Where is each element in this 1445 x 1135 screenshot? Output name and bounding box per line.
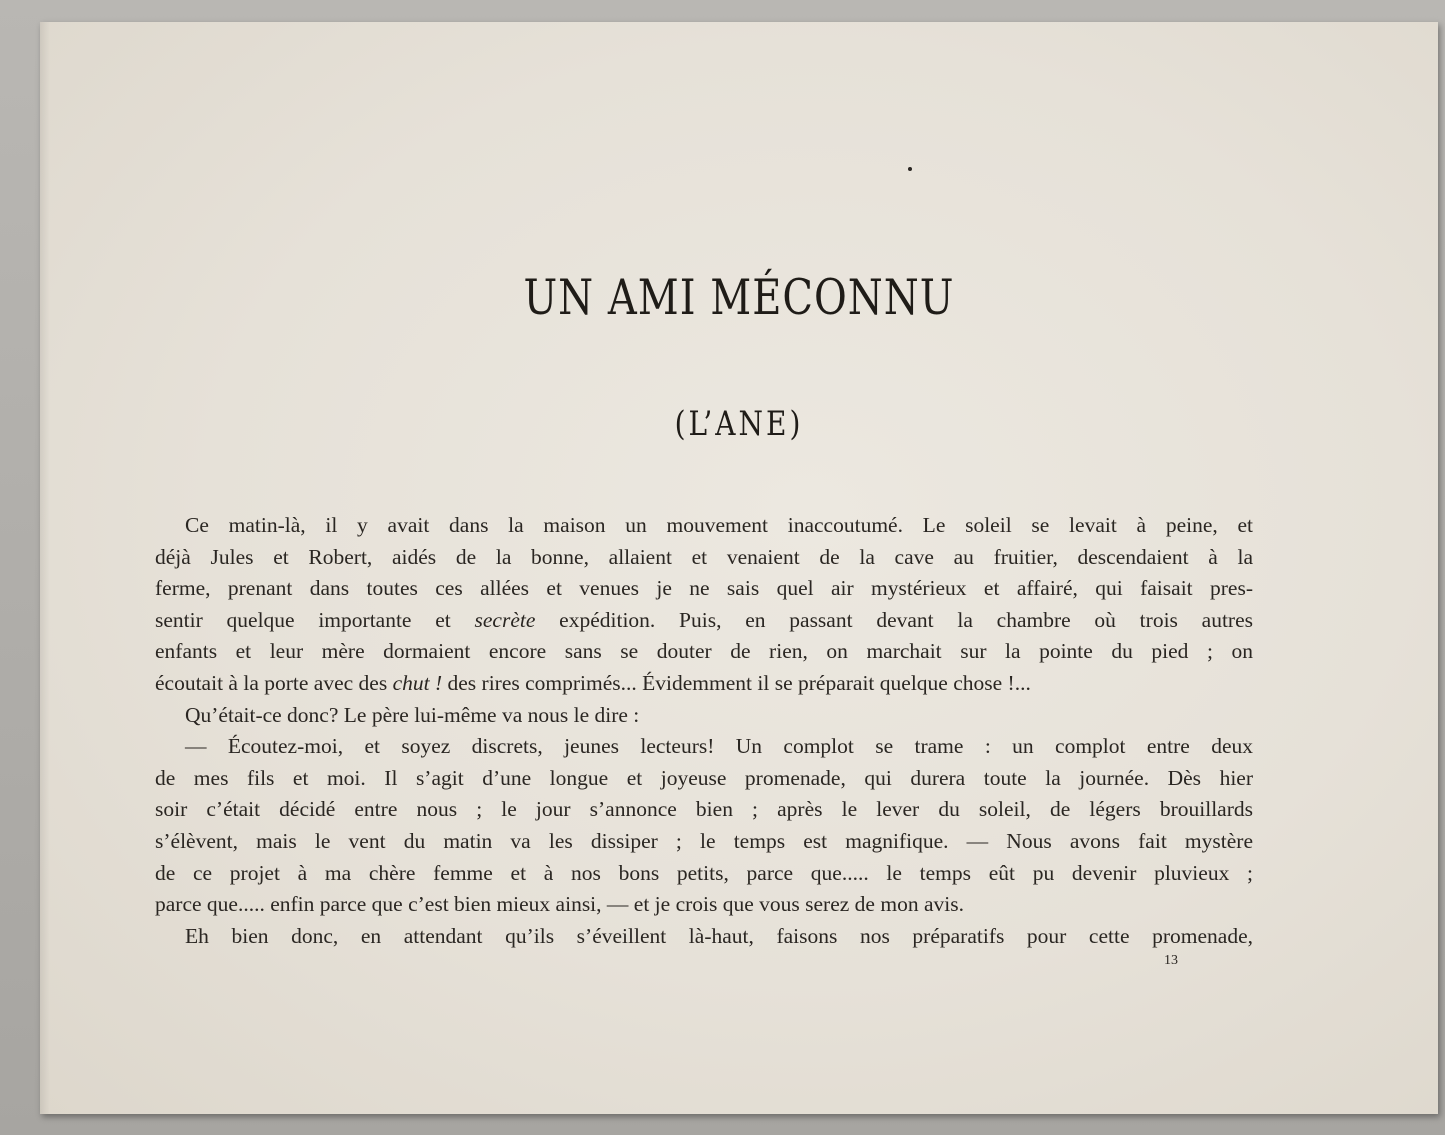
paragraph-3	[155, 731, 1253, 921]
text-line: Eh bien donc, en attendant qu’ils s’éveillent là-haut, faisons nos préparatifs pour cette promenade,	[185, 923, 1253, 948]
page-title: UN AMI MÉCONNU	[523, 270, 955, 327]
text-line: de ce projet à ma chère femme et à nos bons petits, parce que..... le temps eût pu devenir pluvieux ;	[155, 860, 1253, 885]
text-line: écoutait à la porte avec des chut ! des rires comprimés... Évidemment il se préparait quelque chose !...	[155, 670, 1031, 695]
text-line: déjà Jules et Robert, aidés de la bonne, allaient et venaient de la cave au fruitier, descendaient à la	[155, 544, 1253, 569]
body-text	[155, 510, 1253, 952]
text-line: — Écoutez-moi, et soyez discrets, jeunes lecteurs! Un complot se trame : un complot entre deux	[185, 734, 1253, 759]
page-number: 13	[1164, 953, 1178, 968]
text-line: s’élèvent, mais le vent du matin va les dissiper ; le temps est magnifique. — Nous avons fait mystère	[155, 828, 1253, 853]
text-line: enfants et leur mère dormaient encore sans se douter de rien, on marchait sur la pointe du pied ; on	[155, 639, 1253, 664]
text-line: Ce matin-là, il y avait dans la maison un mouvement inaccoutumé. Le soleil se levait à peine, et	[185, 513, 1253, 537]
text-line: de mes fils et moi. Il s’agit d’une longue et joyeuse promenade, qui durera toute la journée. Dès hier	[155, 765, 1253, 790]
paragraph-4	[155, 921, 1253, 953]
italic-word: chut !	[392, 670, 443, 695]
page-subtitle: (L’ANE)	[674, 404, 804, 444]
book-page	[40, 22, 1438, 1114]
italic-word: secrète	[474, 607, 536, 632]
text-line: parce que..... enfin parce que c’est bien mieux ainsi, — et je crois que vous serez de mon avis.	[155, 892, 964, 917]
page-edge-shadow	[40, 22, 50, 1114]
text-line: ferme, prenant dans toutes ces allées et venues je ne sais quel air mystérieux et affairé, qui faisait pres-	[155, 576, 1253, 601]
text-line: soir c’était décidé entre nous ; le jour s’annonce bien ; après le lever du soleil, de légers brouillards	[155, 797, 1253, 822]
paragraph-1	[155, 510, 1253, 700]
text-line: sentir quelque importante et secrète expédition. Puis, en passant devant la chambre où trois autres	[155, 607, 1253, 632]
text-line: Qu’était-ce donc? Le père lui-même va nous le dire :	[185, 702, 640, 727]
paragraph-2	[155, 700, 1253, 732]
ink-speck	[908, 167, 912, 171]
